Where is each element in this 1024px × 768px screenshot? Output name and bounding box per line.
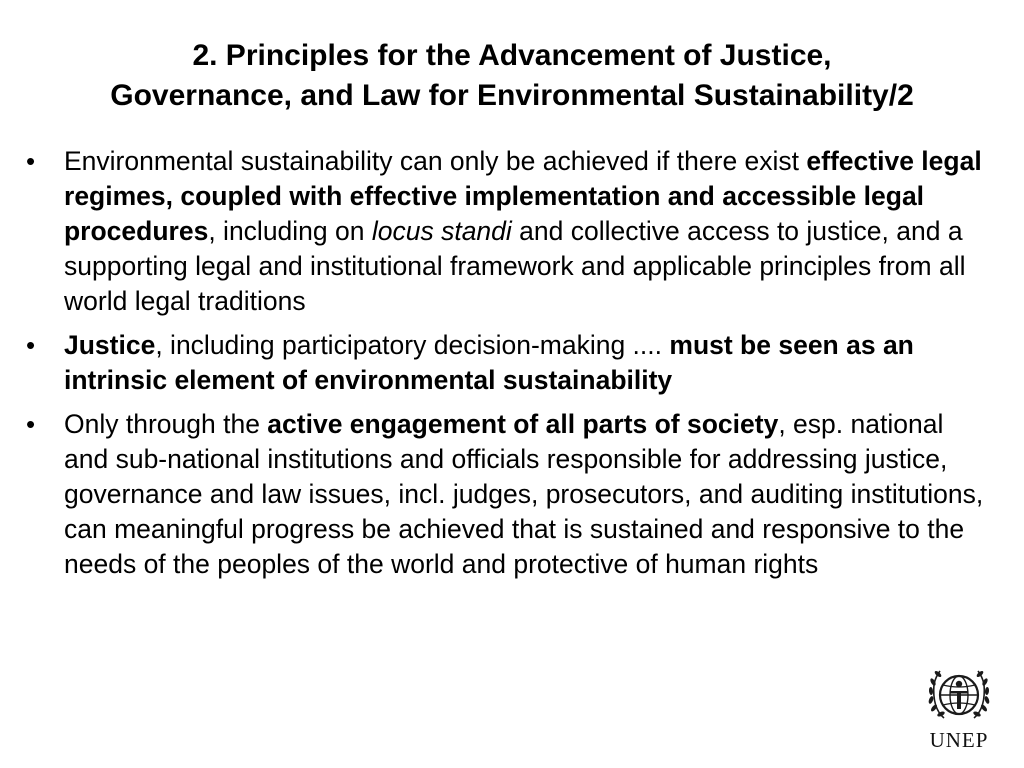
bullet-text-latin-term: locus standi: [371, 216, 512, 246]
slide-title: [20, 36, 1004, 116]
bullet-text-segment: , including participatory decision-making ....: [155, 330, 670, 360]
bullet-item-justice: [24, 328, 984, 398]
bullet-text-emphasis: effective legal regimes, coupled with effective implementation and accessible legal procedures: [64, 146, 982, 246]
bullet-marker: •: [26, 146, 36, 176]
bullet-text-segment: , including on: [208, 216, 372, 246]
title-line-1: 2. Principles for the Advancement of Justice,: [192, 39, 832, 72]
unep-emblem-icon: [914, 662, 1004, 728]
bullet-text-emphasis: Justice: [64, 330, 156, 360]
bullet-text-emphasis: active engagement of all parts of society: [267, 409, 779, 439]
unep-logo-label: UNEP: [929, 728, 989, 752]
bullet-item-legal-regimes: [24, 144, 984, 319]
bullet-marker: •: [26, 409, 36, 439]
bullet-item-society-engagement: [24, 407, 984, 582]
bullet-text-segment: Only through the: [64, 409, 268, 439]
bullet-text-emphasis: must be seen as an intrinsic element of environmental sustainability: [64, 330, 914, 395]
title-line-2: Governance, and Law for Environmental Sustainability/2: [110, 79, 914, 112]
bullet-text-segment: Environmental sustainability can only be achieved if there exist: [64, 146, 807, 176]
bullet-list: [24, 144, 984, 591]
bullet-text-segment: and collective access to justice, and a supporting legal and institutional framework and applicable principles from all world legal traditions: [64, 216, 966, 316]
unep-logo: [914, 662, 1004, 758]
bullet-marker: •: [26, 330, 36, 360]
bullet-text-segment: , esp. national and sub-national institutions and officials responsible for addressing justice, governance and law issues, incl. judges, prosecutors, and auditing institutions, can meaningful progress be achieved that is sustained and responsive to the needs of the peoples of the world and protective of human rights: [64, 409, 984, 579]
